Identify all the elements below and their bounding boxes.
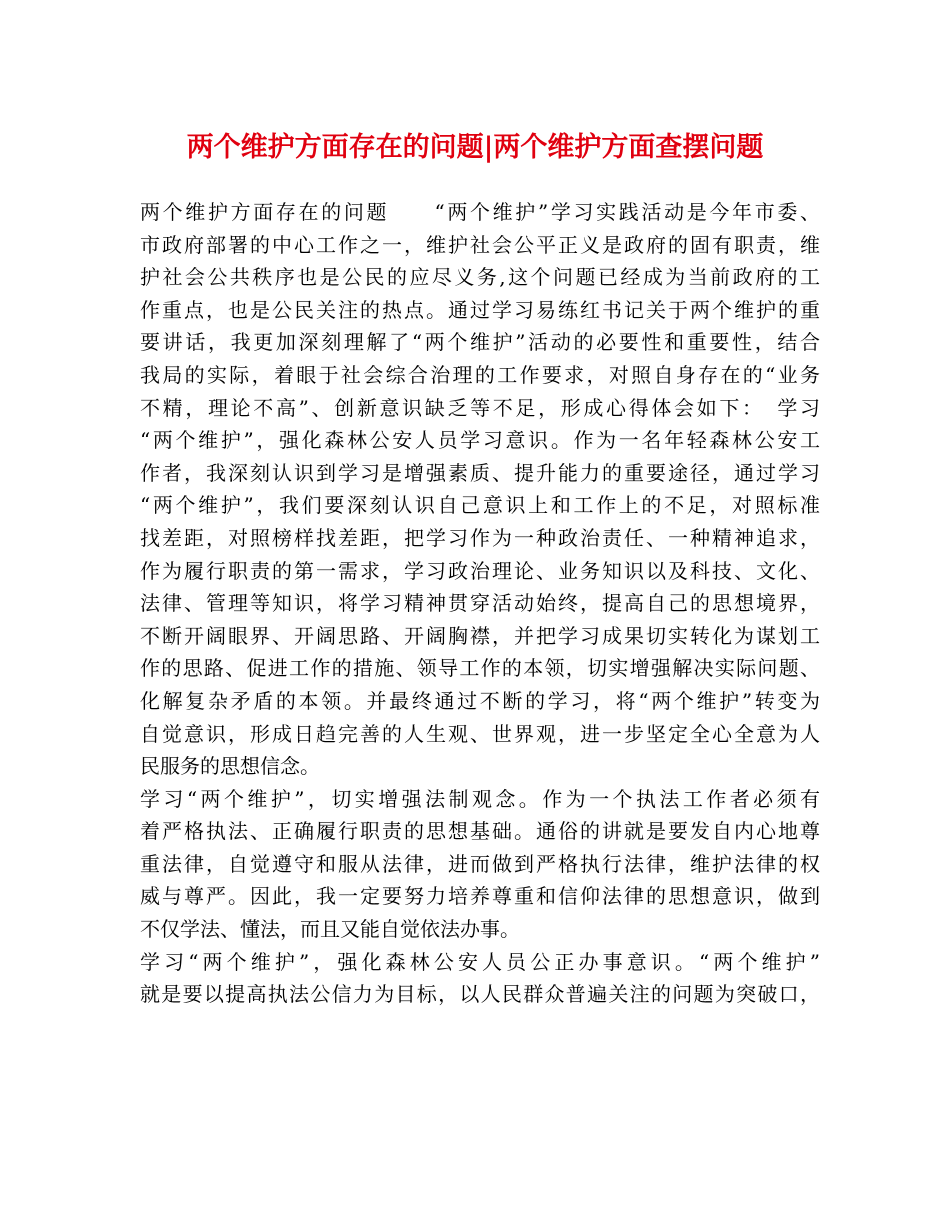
body-line: 作的思路、促进工作的措施、领导工作的本领，切实增强解决实际问题、 (140, 656, 820, 681)
document-body (140, 196, 820, 1011)
body-line: “两个维护”，我们要深刻认识自己意识上和工作上的不足，对照标准 (140, 493, 820, 518)
body-line: 民服务的思想信念。 (140, 754, 320, 779)
body-line: 学习“两个维护”，强化森林公安人员公正办事意识。“两个维护” (140, 949, 820, 974)
body-line: “两个维护”，强化森林公安人员学习意识。作为一名年轻森林公安工 (140, 428, 820, 453)
body-line: 市政府部署的中心工作之一，维护社会公平正义是政府的固有职责，维 (140, 232, 820, 257)
body-line: 作者，我深刻认识到学习是增强素质、提升能力的重要途径，通过学习 (140, 460, 820, 485)
body-line: 重法律，自觉遵守和服从法律，进而做到严格执行法律，维护法律的权 (140, 851, 820, 876)
body-line: 法律、管理等知识，将学习精神贯穿活动始终，提高自己的思想境界， (140, 591, 820, 616)
body-line: 化解复杂矛盾的本领。并最终通过不断的学习，将“两个维护”转变为 (140, 688, 820, 713)
body-line: 找差距，对照榜样找差距，把学习作为一种政治责任、一种精神追求， (140, 525, 820, 550)
body-line: 两个维护方面存在的问题 “两个维护”学习实践活动是今年市委、 (140, 200, 820, 224)
body-line: 不精，理论不高”、创新意识缺乏等不足，形成心得体会如下： 学习 (140, 395, 820, 420)
body-line: 我局的实际，着眼于社会综合治理的工作要求，对照自身存在的“业务 (140, 362, 820, 387)
document-title: 两个维护方面存在的问题|两个维护方面查摆问题 (186, 132, 764, 163)
body-line: 着严格执法、正确履行职责的思想基础。通俗的讲就是要发自内心地尊 (140, 819, 820, 844)
body-line: 学习“两个维护”，切实增强法制观念。作为一个执法工作者必须有 (140, 786, 820, 811)
body-line: 自觉意识，形成日趋完善的人生观、世界观，进一步坚定全心全意为人 (140, 721, 820, 746)
body-line: 不断开阔眼界、开阔思路、开阔胸襟，并把学习成果切实转化为谋划工 (140, 623, 820, 648)
body-line: 不仅学法、懂法，而且又能自觉依法办事。 (140, 917, 520, 942)
body-line: 就是要以提高执法公信力为目标，以人民群众普遍关注的问题为突破口， (140, 982, 820, 1007)
body-line: 作为履行职责的第一需求，学习政治理论、业务知识以及科技、文化、 (140, 558, 820, 583)
body-line: 作重点，也是公民关注的热点。通过学习易练红书记关于两个维护的重 (140, 297, 820, 322)
body-line: 要讲话，我更加深刻理解了“两个维护”活动的必要性和重要性，结合 (140, 330, 820, 355)
body-line: 威与尊严。因此，我一定要努力培养尊重和信仰法律的思想意识，做到 (140, 884, 820, 909)
body-line: 护社会公共秩序也是公民的应尽义务,这个问题已经成为当前政府的工 (140, 265, 820, 290)
